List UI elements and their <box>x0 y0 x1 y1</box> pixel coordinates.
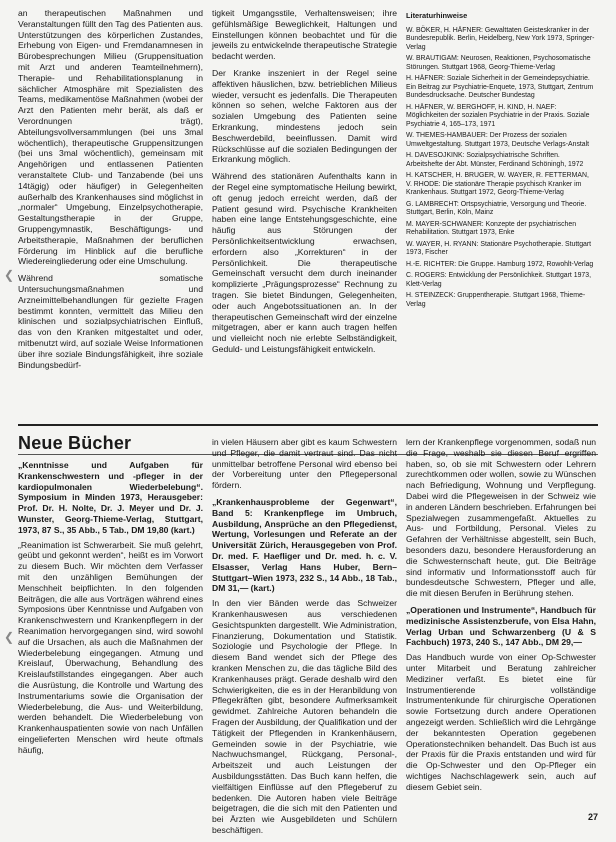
books-column-1 <box>18 460 203 762</box>
references-list <box>406 12 596 312</box>
book-title: „Operationen und Instrumente“, Handbuch für medizinische Assistenzberufe, von Elsa Hahn, Verlag Urban und Schwarzenberg (U & S Fachbuch) 1973, 240 S., 147 Abb., DM 29,— <box>406 604 596 648</box>
book-title: „Krankenhausprobleme der Gegenwart“, Band 5: Krankenpflege im Umbruch, Ausbildung, Ansprüche an den Pflegedienst, Wertung, Vorlesungen und Referate an der Universität Zürich, Herausgegeben von Prof. Dr. med. F. Haefliger und Dr. med. h. c. V. Elsasser, Verlag Hans Huber, Bern–Stuttgart–Wien 1973, 232 S., 14 Abb., 18 Tab., DM 31,— (kart.) <box>212 496 397 594</box>
book-review-text: in vielen Häusern aber gibt es kaum Schwestern und Pfleger, die damit vertraut sind. Das nicht unmittelbar betroffene Personal wird ebenso bei der Vorbereitung unter den Pflegepersonal fördern. <box>212 437 397 491</box>
article-paragraph: Der Kranke inszeniert in der Regel seine affektiven häuslichen, bzw. betrieblichen Milieus wieder, versucht es jedenfalls. Die Therapeuten können so sehen, welche Faktoren aus der sozialen Umgebung des Patienten seine Erkrankung, mindestens jedoch sein Beschwerdebild, beeinflussen. Damit wird Rückschlüsse auf die sozialen Bedingungen der Erkrankung möglich. <box>212 67 397 165</box>
article-column-2 <box>212 8 397 361</box>
page-number: 27 <box>587 812 598 822</box>
book-review-text: „Reanimation ist Schwerarbeit. Sie muß gelehrt, geübt und gekonnt werden“, heißt es im Vorwort zu diesem Buch. Wir möchten dem Verfasser mit den unzähligen Bemühungen der Menschheit beipflichten. In den folgenden Beiträgen, die alle aus Vorträgen während eines Symposions über Kenntnisse und Aufgaben von Krankenschwestern und Krankenpflegern in der Reanimation hervorgegangen sind, wird sowohl auf die Ursachen, als auch die Maßnahmen der Wiederbelebung eingegangen. Atmung und Kreislauf, Überwachung, Behandlung des Kreislaufstillstandes eingegangen. Aber auch die Ausrüstung, die Kontrolle und Wartung des Instrumentariums sowie die Organisation der Wiederbelebung, die Aus- und Weiterbildung, werden behandelt. Die Wiederbelebung von Krankenhauspatienten sowie von nach Unfällen eingelieferten Menschen wird heute oftmals häufig, <box>18 539 203 755</box>
margin-marker-icon: ❮ <box>4 630 15 644</box>
article-paragraph: an therapeutischen Maßnahmen und Veranstaltungen füllt den Tag des Patienten aus. Unterstützungen des körperlichen Zustandes, Erhebung von Eigen- und Fremdanamnesen in Bürobesprechungen Milieu (Gruppensituation mit Arzt und anderen Teamteilnehmern), Therapie- und Rehabilitationsplanung in sächlicher Atmosphäre mit Spezialisten des Teams, medikamentöse Maßnahmen (wobei der Arzt den Patienten mehr berät, als daß er Verordnungen trägt), Abteilungsvollversammlungen (bei uns 3mal wöchentlich), therapeutische Gruppensitzungen (bei uns 3mal wöchentlich), gemeinsam mit Angehörigen und entlassenen Patienten veranstaltete Club- und Tanzabende (bei uns 14tägig) oder häufiger) in Gelegenheiten außerhalb des Krankenhauses sind möglichst in „normaler“ Umgebung, Einzelpsychotherapie, Gestaltungstherapie in der Gruppe, Gruppengymnastik, Beschäftigungs- und Arbeitstherapie, Maßnahmen der beruflichen Förderung im Hinblick auf die berufliche Wiedereingliederung oder eine Umschulung. <box>18 8 203 267</box>
reference-item: H.-E. RICHTER: Die Gruppe. Hamburg 1972, Rowohlt-Verlag <box>406 260 594 268</box>
reference-item: W. WAYER, H. RYANN: Stationäre Psychotherapie. Stuttgart 1973, Fischer <box>406 240 592 256</box>
books-column-2 <box>212 437 397 842</box>
reference-item: H. DAVESOJKINK: Sozialpsychiatrische Schriften. Arbeitshefte der Abt. Münster, Ferdinand Schöningh, 1972 <box>406 152 584 168</box>
article-paragraph: Während somatische Untersuchungsmaßnahmen und Arzneimittelbehandlungen für gezielte Fragen bestimmt konnten, vermittelt das Milieu den klinischen und sozialpsychiatrischen Einfluß, das von den Kranken mitgestaltet und oder, mitbenutzt wird, auf soziale Weise Informationen über ihre soziale Bindungsfähigkeit, ihre soziale Bindungsbedürf- <box>18 273 203 370</box>
reference-item: H. STEINZECK: Gruppentherapie. Stuttgart 1968, Thieme-Verlag <box>406 292 586 308</box>
reference-item: W. BRAUTIGAM: Neurosen, Reaktionen, Psychosomatische Störungen. Stuttgart 1968, Georg-Thieme-Verlag <box>406 55 591 71</box>
article-paragraph: tigkeit Umgangsstile, Verhaltensweisen; ihre gefühlsmäßige Beweglichkeit, Haltungen und Einstellungen können beobachtet und für die jeweils zu entwickelnde therapeutische Strategie bedacht werden. <box>212 8 397 62</box>
book-review-text: lern der Krankenpflege vorgenommen, sodaß nun die Frage, weshalb sie diesen Beruf ergriffen haben, so, ob sie mit Schwestern oder Lehrern zurechtkommen oder wollen, sowie zu Wünschen nach Befriedigung, Wohnung und Verpflegung. Dabei wird die Pflegeweisen in der Schweiz wie in anderen Ländern beschrieben. Erfahrungen bei Spezialwegen zusammengefaßt. Aktuelles zu Aus- und Fortbildung, Personal. Vieles zu Gefahren der Verhältnisse abgestellt, sein Buch, besonders dazu, besondere Herausforderung an die Schwesternschaft heute, gut. Die Beiträge sind informativ und Informationsstoff auch für bundesdeutsche Schwestern, Pfleger und alle, die mit diesen Berufen in Berührung stehen. <box>406 437 596 599</box>
margin-marker-icon: ❮ <box>4 268 15 282</box>
reference-item: H. KATSCHER, H. BRUGER, W. WAYER, R. FETTERMAN, V. RHODE: Die stationäre Therapie psychisch Kranker im Krankenhaus. Stuttgart 1972, Georg-Thieme-Verlag <box>406 172 589 196</box>
reference-item: W. BÖKER, H. HÄFNER: Gewalttaten Geisteskranker in der Bundesrepublik. Berlin, Heidelberg, New York 1973, Springer-Verlag <box>406 26 595 51</box>
reference-item: M. MAYER-SCHWANER: Konzepte der psychiatrischen Rehabilitation. Stuttgart 1973, Enke <box>406 220 577 236</box>
book-review-text: Das Handbuch wurde von einer Op-Schwester unter Mitarbeit und Beratung zahlreicher Mediziner verfaßt. Es bietet eine für Instrumentierende vollständige Instrumentenkunde für chirurgische Operationen sowie Fortsetzung durch andere Operationen angezeigt werden. Schließlich wird die Lehrgänge der bekanntesten Operation gegebenen Operationstechniken behandelt. Das Buch ist aus der Praxis für die Praxis entstanden und wird für die Op-Schwester und den Op-Pfleger ein wichtiges Nachschlagewerk sein, auch auf diesem Gebiet sein. <box>406 652 596 792</box>
book-review-text: In den vier Bänden werde das Schweizer Krankenhauswesen aus verschiedenen Gesichtspunkten dargestellt. Wie Administration, Finanzierung, Dokumentation und Statistik. Soziologie und Psychologie der Pflege. In diesem Band wendet sich der Pflege des kranken Menschen zu, die das tägliche Bild des Krankenhauses prägt. Gerade deshalb wird den Schwierigkeiten, die es in der Heranbildung von Pflegekräften gibt, besondere Aufmerksamkeit gewidmet. Zahlreiche Autoren behandeln die Fragen der Ausbildung, der Qualifikation und der Tätigkeit der Pflegenden in Krankenhäusern, Gemeinden sowie in der Psychiatrie, wie Nachwuchsmangel, Rückgang, Personal-, Arbeitszeit und auch Leistungen der Ausbildungsstätten. Das Buch kann helfen, die vielfältigen Einflüsse auf den Pflegeberuf zu bedenken. Die Autoren haben viele Beiträge beigetragen, die die sich mit den Patienten und bei Ärzten wie Ausgebildeten und Schülern beschäftigen. <box>212 598 397 835</box>
article-paragraph: Während des stationären Aufenthalts kann in der Regel eine symptomatische Heilung bewirkt, oft genug jedoch erreicht werden, daß der Patient gesund wird. Psychische Krankheiten haben eine lange Entstehungsgeschichte, eine häufig aus Störungen der Persönlichkeitsentwicklung erwachsen, erfordern also „Korrekturen“ in der Persönlichkeit. Die therapeutische Gemeinschaft versucht dem durch ineinander komplizierte „Prägungsprozesse“ Rechnung zu tragen. Sie bietet Bindungen, Gelegenheiten, oder auch Angebotssituationen an. In der therapeutischen Gemeinschaft wird der einzelne mitgetragen, aber er kann auch tragen helfen und vielleicht noch nie erlebte Selbständigkeit, Geduld- und Leistungsfähigkeit entwickeln. <box>212 171 397 354</box>
article-column-1 <box>18 8 203 376</box>
book-title: „Kenntnisse und Aufgaben für Krankenschwestern und -pfleger in der kardiopulmonalen Wiederbelebung“. Symposium in Minden 1973, Herausgeber: Prof. Dr. H. Nolte, Dr. J. Meyer und Dr. J. Wunster, Georg-Thieme-Verlag, Stuttgart, 1973, 87 S., 35 Abb., 5 Tab., DM 19,80 (kart.) <box>18 460 203 535</box>
reference-item: W. THEMES-HAMBAUER: Der Prozess der sozialen Umweltgestaltung. Stuttgart 1973, Deutsche Verlags-Anstalt <box>406 132 590 148</box>
reference-item: C. ROGERS: Entwicklung der Persönlichkeit. Stuttgart 1973, Klett-Verlag <box>406 272 591 288</box>
reference-item: H. HÄFNER, W. BERGHOFF, H. KIND, H. NAEF: Möglichkeiten der sozialen Psychiatrie in der Praxis. Soziale Psychiatrie 4, 165–173, 1971 <box>406 103 590 128</box>
reference-item: G. LAMBRECHT: Ortspsychiatrie, Versorgung und Theorie. Stuttgart, Berlin, Köln, Mainz <box>406 200 587 216</box>
references-heading: Literaturhinweise <box>406 11 468 20</box>
reference-item: H. HÄFNER: Soziale Sicherheit in der Gemeindepsychiatrie. Ein Beitrag zur Psychiatrie-Enquete, 1973, Stuttgart, Zentrum Bundesdrucksache. Deutscher Bundestag <box>406 75 594 99</box>
section-title: Neue Bücher <box>18 433 132 453</box>
section-divider <box>18 424 598 426</box>
books-column-3 <box>406 437 596 799</box>
